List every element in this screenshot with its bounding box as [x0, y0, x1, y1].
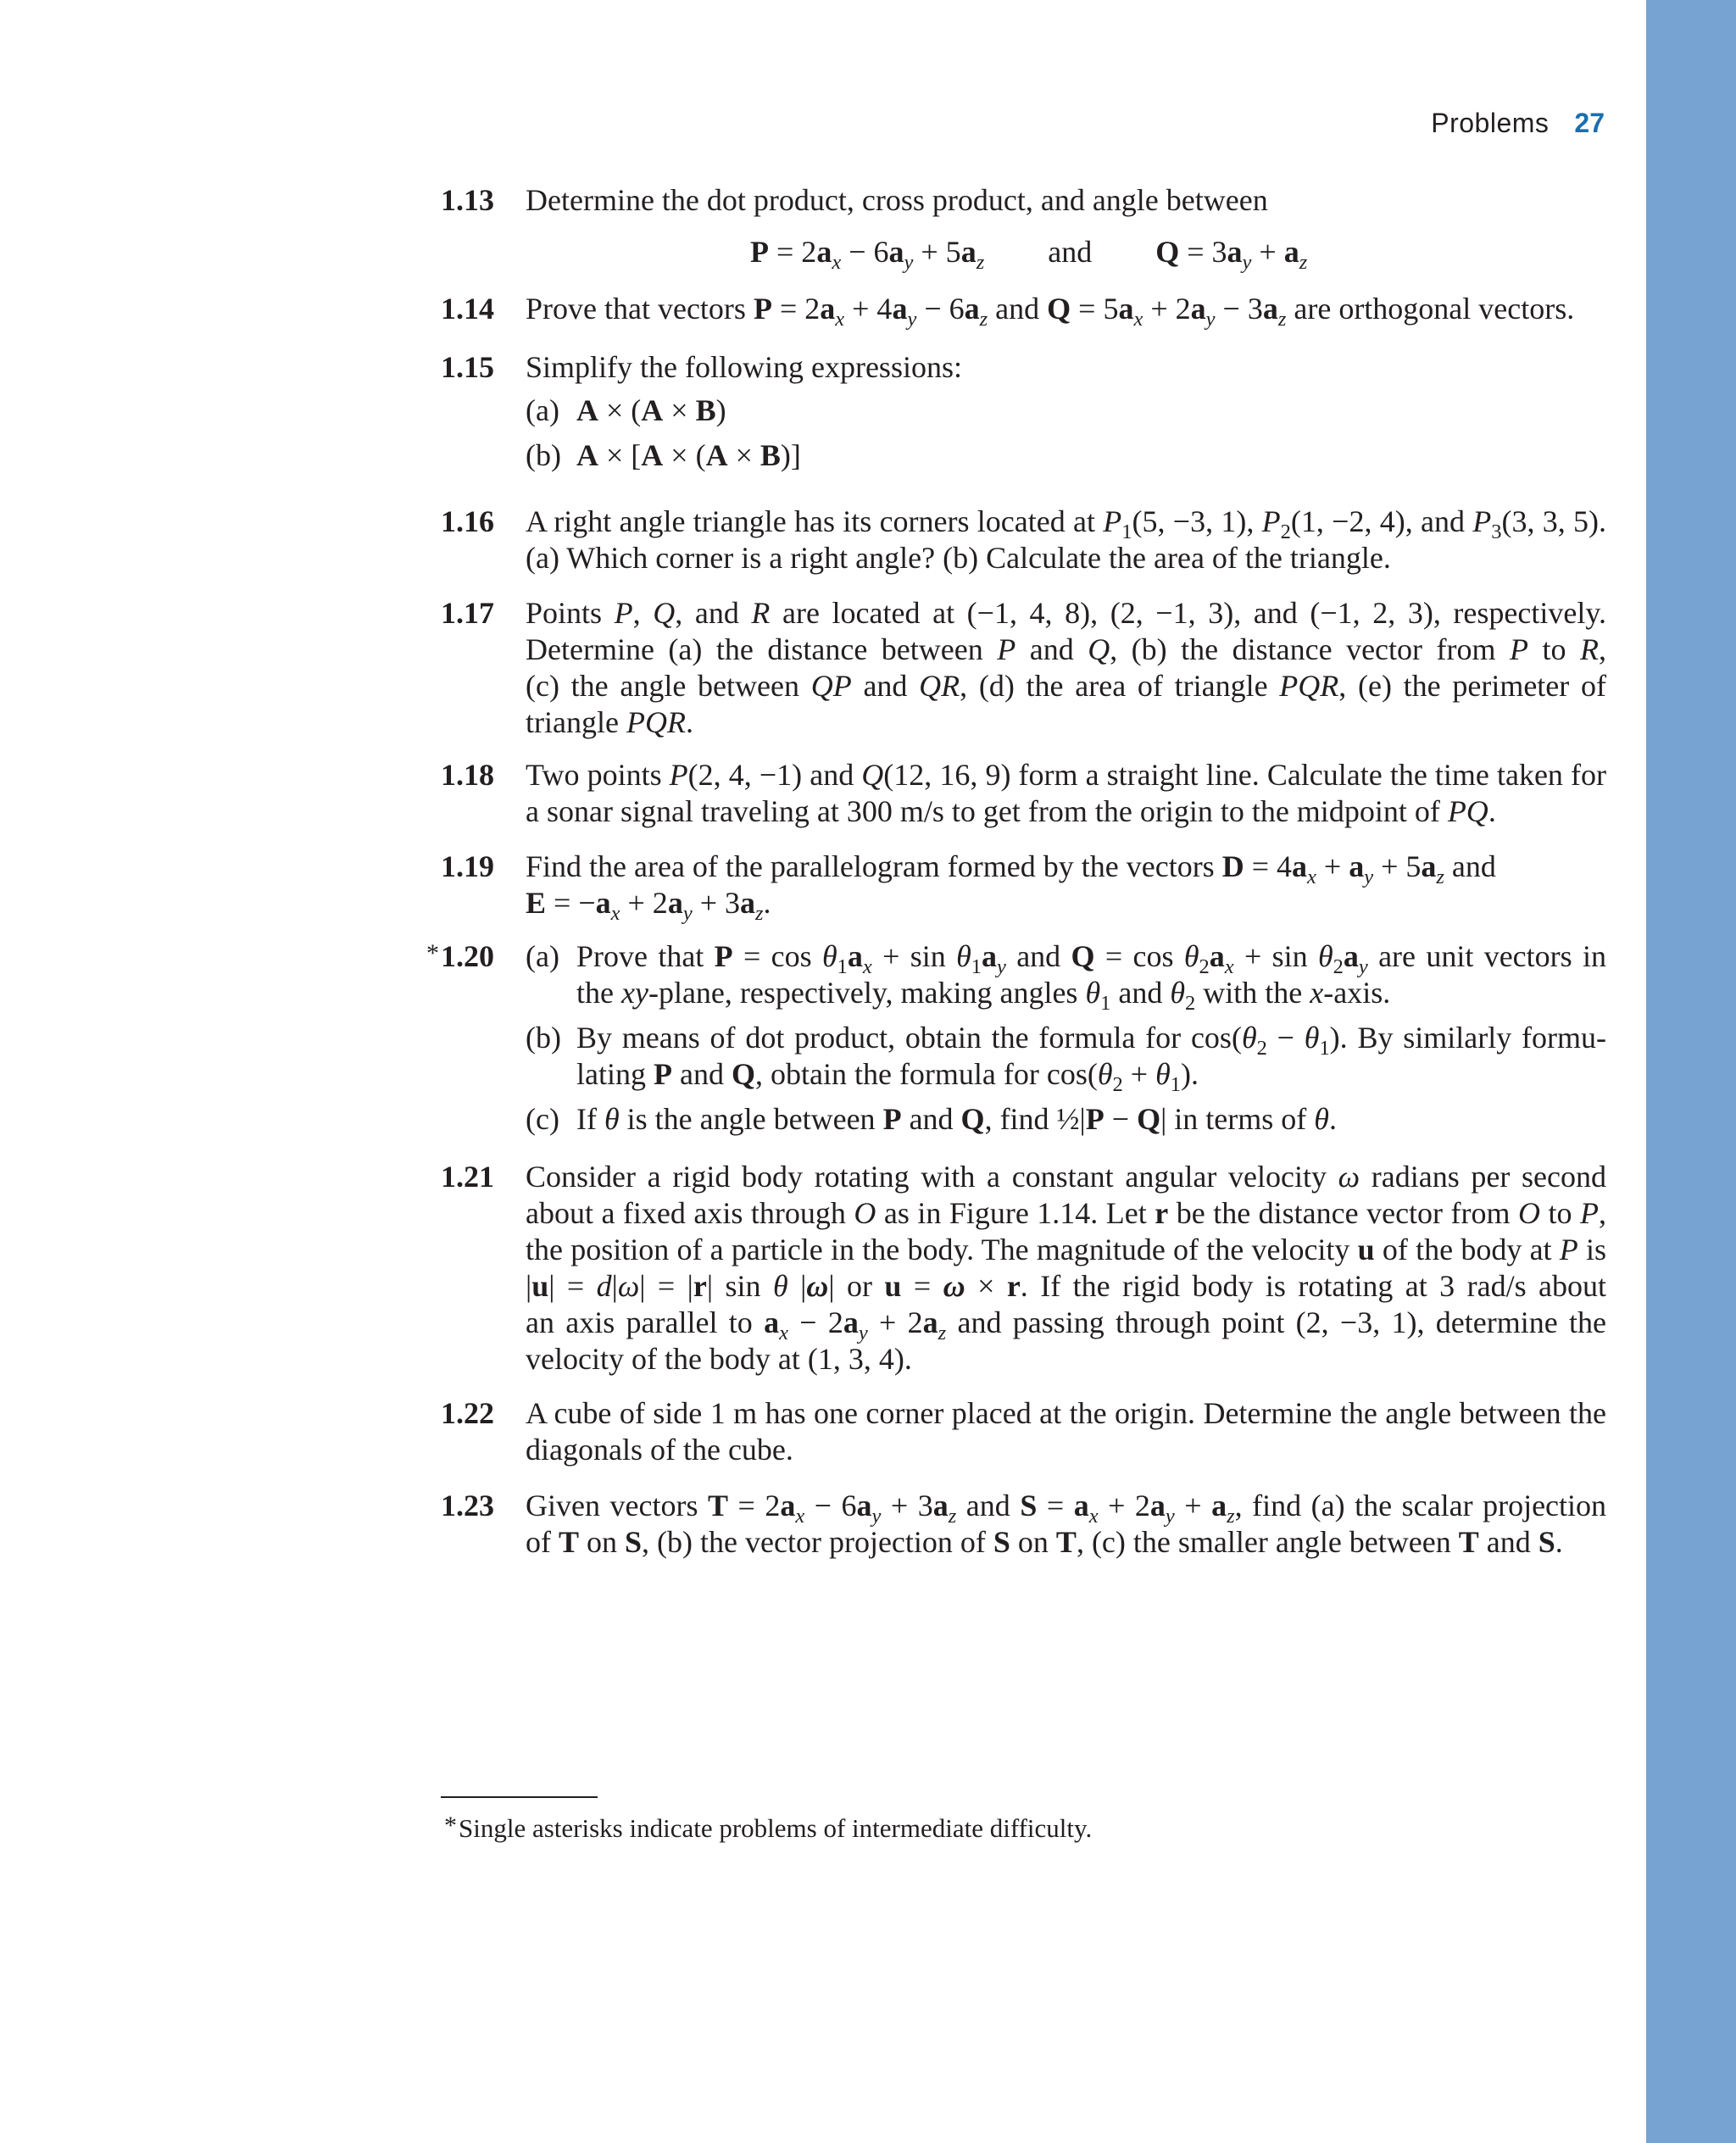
problem-text: Simplify the following expressions: [526, 350, 962, 384]
problem-text: Find the area of the parallelogram formed by the vectors $D = 4a_x + a_y + 5a_z$ and $E = -a_x + 2a_y + 3a_z$. [526, 849, 1496, 926]
sub-question [526, 1101, 1606, 1138]
problem-1-16 [441, 504, 1606, 576]
problem-1-23 [441, 1488, 1606, 1561]
problem-number: 1.18 [441, 758, 494, 792]
footnote-rule [441, 1796, 598, 1798]
footnote-text: Single asterisks indicate problems of intermediate difficulty. [459, 1813, 1093, 1843]
problem-number: 1.22 [441, 1396, 494, 1430]
problem-number: 1.21 [441, 1160, 494, 1194]
problem-1-19 [441, 849, 1606, 926]
problem-1-21 [441, 1159, 1606, 1378]
footnote-marker: * [444, 1812, 457, 1840]
problem-text: Points P, Q, and R are located at (−1, 4, 8), (2, −1, 3), and (−1, 2, 3), respectively. Determine (a) the distance between P and Q, (b) the distance vector from P to R, (c) the angle between QP and QR, (d) the area of triangle PQR, (e) the perimeter of triangle PQR. [526, 596, 1607, 739]
problem-number: 1.20 [441, 939, 494, 973]
problem-number: 1.15 [441, 350, 494, 384]
running-header [1431, 102, 1605, 144]
problem-number: 1.17 [441, 596, 494, 630]
difficulty-asterisk: * [426, 939, 439, 967]
problem-text: Two points P(2, 4, −1) and Q(12, 16, 9) form a straight line. Calculate the time taken for a sonar signal traveling at 300 m/s to get from the origin to the midpoint of PQ. [526, 758, 1606, 828]
problem-1-14 [441, 291, 1606, 331]
sub-question-label: (a) [526, 393, 559, 427]
problem-1-15 [441, 349, 1606, 482]
problem-1-22 [441, 1395, 1606, 1468]
problem-text: Given vectors $T = 2a_x - 6a_y + 3a_z$ and $S = a_x + 2a_y + a_z$, find (a) the scalar projection of T on S, (b) the vector projection of S on T, (c) the smaller angle between T and S. [526, 1489, 1607, 1559]
sub-question-text: By means of dot product, obtain the formula for $\cos(\theta_2 - \theta_1)$. By similarly formu- lating P and Q, obtain the formula for $\cos(\theta_2 + \theta_1)$. [576, 1021, 1606, 1097]
problem-number: 1.23 [441, 1489, 494, 1522]
problem-text: Determine the dot product, cross product, and angle between [526, 183, 1268, 217]
problem-text: A cube of side 1 m has one corner placed at the origin. Determine the angle between the diagonals of the cube. [526, 1396, 1606, 1467]
problem-number: 1.13 [441, 183, 494, 217]
sub-question [526, 1020, 1606, 1097]
page-edge-color-band [1646, 0, 1736, 2143]
problem-number: 1.14 [441, 292, 494, 326]
sub-question: (b) A × [A × (A × B)] [526, 438, 801, 472]
footnote [444, 1809, 1092, 1845]
section-title: Problems [1431, 108, 1550, 138]
sub-question-label: (b) [526, 438, 561, 472]
problem-1-17 [441, 595, 1606, 741]
sub-question-label: (a) [526, 939, 559, 973]
page-number: 27 [1574, 108, 1605, 138]
sub-question-list [526, 392, 1606, 474]
problem-1-18 [441, 757, 1606, 830]
sub-question: (a) A × (A × B) [526, 393, 726, 427]
problem-1-13-display-equation: $P = 2a_x - 6a_y + 5a_z$ and $Q = 3a_y + a_z$ [750, 235, 1308, 275]
problem-1-13 [441, 182, 1606, 219]
problem-number: 1.19 [441, 849, 494, 883]
sub-question-text: Prove that $P = \cos \theta_1a_x + \sin \theta_1a_y$ and $Q = \cos \theta_2a_x + \sin \theta_2a_y$ are unit vectors in the xy-plane, respectively, making angles $\theta_1$ and $\theta_2$ with the x-axis. [576, 939, 1606, 1016]
problem-1-20 [426, 938, 1606, 1146]
sub-question-text: If θ is the angle between P and Q, find ½|P − Q| in terms of θ. [576, 1102, 1337, 1136]
sub-question [526, 938, 1606, 1016]
problem-text: A right angle triangle has its corners located at $P_1(5$, −3, 1), $P_2(1$, −2, 4), and $P_3(3$, 3, 5). (a) Which corner is a right angle? (b) Calculate the area of the triangle. [526, 504, 1607, 575]
sub-question-label: (c) [526, 1102, 559, 1136]
sub-question-label: (b) [526, 1021, 561, 1055]
problem-text: Consider a rigid body rotating with a constant angular velocity ω radians per second about a fixed axis through O as in Figure 1.14. Let r be the distance vector from O to P, the position of a particle in the body. The magnitude of the velocity u of the body at P is |u| = d|ω| = |r| sin θ |ω| or u = ω × r. If the rigid body is rotating at 3 rad/s about an axis parallel to $a_x - 2a_y + 2a_z$ and passing through point (2, −3, 1), determine the velocity of the body at (1, 3, 4). [526, 1160, 1607, 1376]
problem-number: 1.16 [441, 504, 494, 538]
problem-text: Prove that vectors $P = 2a_x + 4a_y - 6a_z$ and $Q = 5a_x + 2a_y - 3a_z$ are orthogonal vectors. [526, 292, 1575, 331]
